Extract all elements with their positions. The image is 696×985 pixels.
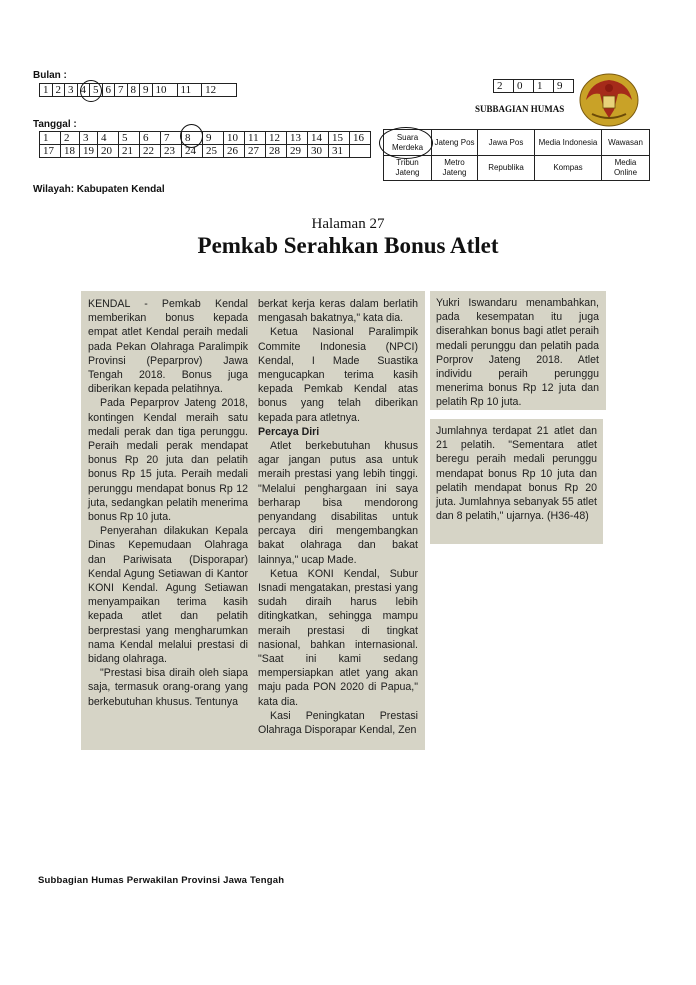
footer-text: Subbagian Humas Perwakilan Provinsi Jawa Tengah <box>38 875 285 886</box>
tanggal-cell: 11 <box>245 132 266 145</box>
media-row <box>384 156 650 181</box>
paragraph: Yukri Iswandaru menambahkan, pada kesempatan itu juga diserahkan bonus bagi atlet peraih medali perunggu dan pelatih pada Porprov Jateng 2018. Atlet individu peraih perunggu menerima bonus Rp 12 juta dan pelatih Rp 10 juta. <box>436 297 599 409</box>
bulan-cell: 4 <box>77 84 90 97</box>
paragraph: Penyerahan dilakukan Kepala Dinas Kepemudaan Olahraga dan Pariwisata (Disporapar) Kendal Agung Setiawan di Kantor KONI Kendal. Agung Setiawan menyampaikan terima kasih kepada atlet dan pelatih berprestasi yang mengharumkan nama Kendal melalui prestasi di bidang olahraga. <box>88 525 248 666</box>
bulan-cell: 7 <box>115 84 128 97</box>
paragraph: Jumlahnya terdapat 21 atlet dan 21 pelatih. "Sementara atlet beregu peraih medali perunggu mendapat bonus Rp 10 juta dan pelatih mendapat bonus Rp 20 juta. Jumlahnya sebanyak 55 atlet dan 8 pelatih," ujarnya. (H36-48) <box>436 425 597 523</box>
tanggal-cell: 28 <box>266 145 287 158</box>
tanggal-cell: 18 <box>61 145 80 158</box>
tanggal-cell: 24 <box>182 145 203 158</box>
garuda-emblem-icon <box>578 70 640 128</box>
bulan-cell: 6 <box>102 84 115 97</box>
tanggal-row <box>40 145 371 158</box>
tanggal-cell: 31 <box>329 145 350 158</box>
tanggal-cell: 9 <box>203 132 224 145</box>
bulan-cell: 3 <box>65 84 78 97</box>
tanggal-cell: 2 <box>61 132 80 145</box>
tanggal-cell: 13 <box>287 132 308 145</box>
paragraph: Ketua KONI Kendal, Subur Isnadi mengatakan, prestasi yang sudah diraih harus lebih ditingkatkan, sehingga mampu meraih prestasi di tingkat nasional, bahkan internasional. "Saat ini kami sedang mempersiapkan atlet yang akan maju pada PON 2020 di Papua," kata dia. <box>258 567 418 708</box>
tanggal-cell: 21 <box>119 145 140 158</box>
tanggal-row <box>40 132 371 145</box>
selected-month-circle <box>80 80 102 102</box>
year-digit: 2 <box>494 80 514 93</box>
tanggal-cell: 30 <box>308 145 329 158</box>
bulan-label: Bulan : <box>33 70 67 81</box>
media-cell: Jateng Pos <box>432 130 478 156</box>
tanggal-cell: 6 <box>140 132 161 145</box>
article-column-1 <box>88 297 248 709</box>
article-title: Pemkab Serahkan Bonus Atlet <box>197 233 499 258</box>
media-cell: Media Online <box>602 156 650 181</box>
article-column-3a <box>436 296 599 410</box>
bulan-cell: 9 <box>140 84 153 97</box>
paragraph: Kasi Peningkatan Prestasi Olahraga Disporapar Kendal, Zen <box>258 709 418 737</box>
tanggal-cell: 29 <box>287 145 308 158</box>
media-cell: Jawa Pos <box>478 130 535 156</box>
media-cell: Suara Merdeka <box>384 130 432 156</box>
paragraph: Pada Peparprov Jateng 2018, kontingen Kendal meraih satu medali perak dan tiga perunggu. Peraih medali perak mendapat bonus Rp 20 juta dan pelatih bonus Rp 15 juta. Peraih medali perunggu mendapat bonus Rp 12 juta, sedangkan pelatih menerima bonus Rp 10 juta. <box>88 397 248 524</box>
tanggal-label: Tanggal : <box>33 119 77 130</box>
tanggal-cell: 19 <box>80 145 98 158</box>
tanggal-cell: 27 <box>245 145 266 158</box>
bulan-cell: 1 <box>40 84 53 97</box>
year-grid <box>493 79 574 93</box>
tanggal-cell: 5 <box>119 132 140 145</box>
year-row <box>494 80 574 93</box>
tanggal-cell <box>350 145 371 158</box>
agency-label: SUBBAGIAN HUMAS <box>475 104 565 114</box>
tanggal-cell: 1 <box>40 132 61 145</box>
year-digit: 9 <box>554 80 574 93</box>
clipping-column-3b <box>430 419 603 544</box>
tanggal-cell: 20 <box>98 145 119 158</box>
tanggal-cell: 10 <box>224 132 245 145</box>
article-column-2 <box>258 297 418 737</box>
tanggal-cell: 16 <box>350 132 371 145</box>
media-cell: Republika <box>478 156 535 181</box>
media-cell: Wawasan <box>602 130 650 156</box>
bulan-cell: 5 <box>90 84 103 97</box>
article-column-3b <box>436 424 597 523</box>
page-number: Halaman 27 <box>311 216 385 232</box>
selected-media-circle <box>379 127 433 159</box>
bulan-cell: 2 <box>52 84 65 97</box>
year-digit: 0 <box>514 80 534 93</box>
media-cell: Tribun Jateng <box>384 156 432 181</box>
paragraph: "Prestasi bisa diraih oleh siapa saja, termasuk orang-orang yang berkebutuhan khusus. Tentunya <box>88 667 248 708</box>
media-cell: Kompas <box>535 156 602 181</box>
tanggal-cell: 7 <box>161 132 182 145</box>
media-cell: Metro Jateng <box>432 156 478 181</box>
bulan-row <box>40 84 237 97</box>
paragraph: Ketua Nasional Paralimpik Commite Indonesia (NPCI) Kendal, I Made Suastika mengucapkan terima kasih kepada Pemkab Kendal atas bonus yang telah diberikan kepada para atletnya. <box>258 326 418 424</box>
subheading: Percaya Diri <box>258 425 320 438</box>
paragraph: berkat kerja keras dalam berlatih mengasah bakatnya," kata dia. <box>258 298 418 325</box>
clipping-main <box>81 291 425 750</box>
paragraph: Atlet berkebutuhan khusus agar jangan putus asa untuk meraih prestasi yang lebih tinggi. "Melalui penghargaan ini saya berharap bisa mendorong penyandang disabilitas untuk percaya diri mengembangkan bakat olahraga dan bakat lainnya," ucap Made. <box>258 440 418 566</box>
tanggal-cell: 14 <box>308 132 329 145</box>
bulan-grid <box>39 83 237 97</box>
tanggal-cell: 4 <box>98 132 119 145</box>
tanggal-cell: 17 <box>40 145 61 158</box>
tanggal-grid <box>39 131 371 158</box>
year-digit: 1 <box>534 80 554 93</box>
tanggal-cell: 8 <box>182 132 203 145</box>
tanggal-cell: 25 <box>203 145 224 158</box>
bulan-cell: 11 <box>177 84 202 97</box>
media-cell: Media Indonesia <box>535 130 602 156</box>
clipping-column-3a <box>430 291 606 410</box>
tanggal-cell: 26 <box>224 145 245 158</box>
tanggal-cell: 12 <box>266 132 287 145</box>
tanggal-cell: 15 <box>329 132 350 145</box>
tanggal-cell: 3 <box>80 132 98 145</box>
bulan-cell: 10 <box>152 84 177 97</box>
selected-date-circle <box>180 124 203 148</box>
wilayah-label: Wilayah: Kabupaten Kendal <box>33 184 165 195</box>
bulan-cell: 8 <box>127 84 140 97</box>
bulan-cell: 12 <box>202 84 237 97</box>
tanggal-cell: 23 <box>161 145 182 158</box>
paragraph: KENDAL - Pemkab Kendal memberikan bonus kepada empat atlet Kendal peraih medali pada Pekan Olahraga Paralimpik Provinsi (Peparprov) Jawa Tengah 2018. Bonus juga diberikan kepada pelatihnya. <box>88 298 248 396</box>
tanggal-cell: 22 <box>140 145 161 158</box>
